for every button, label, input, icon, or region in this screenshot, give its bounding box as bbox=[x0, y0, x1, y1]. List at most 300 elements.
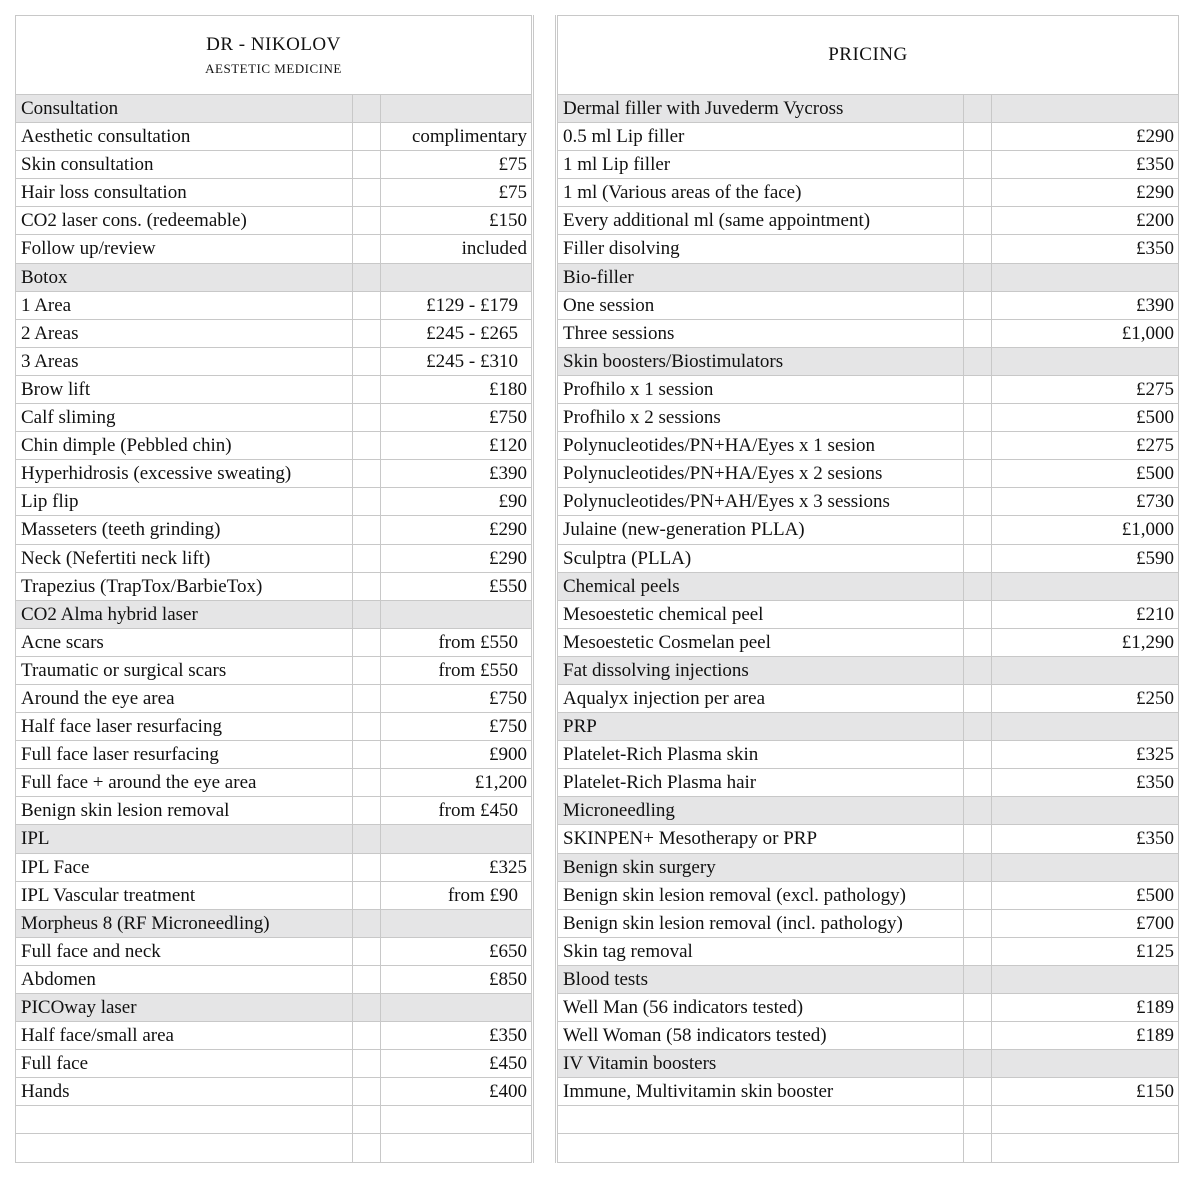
spacer-cell bbox=[963, 910, 991, 937]
price-value: from £550 bbox=[380, 657, 532, 684]
spacer-cell bbox=[352, 95, 380, 122]
price-value: £1,000 bbox=[991, 320, 1179, 347]
price-row bbox=[15, 882, 532, 910]
service-label: Acne scars bbox=[15, 629, 352, 656]
spacer-cell bbox=[352, 207, 380, 234]
left-price-table bbox=[15, 95, 532, 1163]
price-value bbox=[380, 601, 532, 628]
price-value: £750 bbox=[380, 713, 532, 740]
price-value: £150 bbox=[380, 207, 532, 234]
category-row bbox=[557, 966, 1179, 994]
service-label: Mesoestetic chemical peel bbox=[557, 601, 963, 628]
price-row bbox=[15, 320, 532, 348]
price-value: £450 bbox=[380, 1050, 532, 1077]
price-row bbox=[557, 601, 1179, 629]
service-label: Well Woman (58 indicators tested) bbox=[557, 1022, 963, 1049]
service-label: Polynucleotides/PN+HA/Eyes x 1 sesion bbox=[557, 432, 963, 459]
price-row bbox=[15, 123, 532, 151]
price-row bbox=[557, 376, 1179, 404]
category-row bbox=[15, 910, 532, 938]
category-label: Microneedling bbox=[557, 797, 963, 824]
price-value bbox=[991, 1050, 1179, 1077]
price-row bbox=[15, 741, 532, 769]
price-row bbox=[15, 629, 532, 657]
price-value bbox=[991, 264, 1179, 291]
service-label: 1 ml (Various areas of the face) bbox=[557, 179, 963, 206]
service-label: Benign skin lesion removal bbox=[15, 797, 352, 824]
price-value: £325 bbox=[991, 741, 1179, 768]
category-label: CO2 Alma hybrid laser bbox=[15, 601, 352, 628]
spacer-cell bbox=[963, 938, 991, 965]
category-label: Botox bbox=[15, 264, 352, 291]
right-panel bbox=[557, 15, 1179, 1103]
spacer-cell bbox=[963, 882, 991, 909]
service-label: Full face and neck bbox=[15, 938, 352, 965]
price-row bbox=[15, 376, 532, 404]
price-value: £75 bbox=[380, 151, 532, 178]
price-value: £189 bbox=[991, 994, 1179, 1021]
service-label: Aqualyx injection per area bbox=[557, 685, 963, 712]
spacer-cell bbox=[352, 1050, 380, 1077]
price-value: £390 bbox=[991, 292, 1179, 319]
service-label: Hyperhidrosis (excessive sweating) bbox=[15, 460, 352, 487]
price-value: from £550 bbox=[380, 629, 532, 656]
service-label: Lip flip bbox=[15, 488, 352, 515]
price-value: £750 bbox=[380, 685, 532, 712]
price-row bbox=[557, 1134, 1179, 1162]
spacer-cell bbox=[352, 882, 380, 909]
spacer-cell bbox=[352, 488, 380, 515]
service-label: Full face + around the eye area bbox=[15, 769, 352, 796]
service-label: Benign skin lesion removal (excl. pathology) bbox=[557, 882, 963, 909]
category-label: Blood tests bbox=[557, 966, 963, 993]
spacer-cell bbox=[963, 348, 991, 375]
spacer-cell bbox=[352, 769, 380, 796]
spacer-cell bbox=[963, 825, 991, 852]
column-divider bbox=[533, 15, 556, 1163]
service-label: Full face laser resurfacing bbox=[15, 741, 352, 768]
price-value: included bbox=[380, 235, 532, 262]
price-row bbox=[557, 1106, 1179, 1134]
service-label: Chin dimple (Pebbled chin) bbox=[15, 432, 352, 459]
price-value: £275 bbox=[991, 432, 1179, 459]
category-row bbox=[15, 95, 532, 123]
price-value bbox=[991, 1106, 1179, 1133]
service-label: Sculptra (PLLA) bbox=[557, 545, 963, 572]
spacer-cell bbox=[352, 545, 380, 572]
spacer-cell bbox=[352, 797, 380, 824]
price-value bbox=[380, 1106, 532, 1133]
spacer-cell bbox=[352, 1078, 380, 1105]
category-row bbox=[15, 994, 532, 1022]
price-value bbox=[991, 713, 1179, 740]
price-value: £290 bbox=[991, 179, 1179, 206]
category-label: PRP bbox=[557, 713, 963, 740]
price-value: £245 - £265 bbox=[380, 320, 532, 347]
service-label: Platelet-Rich Plasma skin bbox=[557, 741, 963, 768]
spacer-cell bbox=[963, 629, 991, 656]
spacer-cell bbox=[352, 179, 380, 206]
pricing-header bbox=[557, 15, 1179, 95]
spacer-cell bbox=[963, 1078, 991, 1105]
service-label bbox=[15, 1106, 352, 1133]
category-row bbox=[557, 264, 1179, 292]
price-value bbox=[991, 854, 1179, 881]
spacer-cell bbox=[352, 1134, 380, 1161]
spacer-cell bbox=[963, 657, 991, 684]
price-row bbox=[15, 516, 532, 544]
spacer-cell bbox=[352, 1022, 380, 1049]
service-label bbox=[15, 1134, 352, 1161]
price-value bbox=[991, 966, 1179, 993]
price-value: £350 bbox=[991, 151, 1179, 178]
price-row bbox=[15, 769, 532, 797]
spacer-cell bbox=[352, 825, 380, 852]
spacer-cell bbox=[963, 179, 991, 206]
price-value: £290 bbox=[380, 516, 532, 543]
spacer-cell bbox=[963, 713, 991, 740]
price-row bbox=[557, 1078, 1179, 1106]
price-row bbox=[15, 545, 532, 573]
price-value: £75 bbox=[380, 179, 532, 206]
price-value: £290 bbox=[991, 123, 1179, 150]
price-row bbox=[557, 516, 1179, 544]
spacer-cell bbox=[963, 685, 991, 712]
price-row bbox=[15, 292, 532, 320]
price-row bbox=[557, 629, 1179, 657]
price-value: £350 bbox=[991, 235, 1179, 262]
category-row bbox=[557, 854, 1179, 882]
service-label: Three sessions bbox=[557, 320, 963, 347]
price-row bbox=[15, 488, 532, 516]
spacer-cell bbox=[963, 1050, 991, 1077]
category-label: Morpheus 8 (RF Microneedling) bbox=[15, 910, 352, 937]
service-label: 0.5 ml Lip filler bbox=[557, 123, 963, 150]
spacer-cell bbox=[963, 235, 991, 262]
price-value: £1,200 bbox=[380, 769, 532, 796]
category-label: Dermal filler with Juvederm Vycross bbox=[557, 95, 963, 122]
price-value: £500 bbox=[991, 882, 1179, 909]
service-label: Masseters (teeth grinding) bbox=[15, 516, 352, 543]
right-price-table bbox=[557, 95, 1179, 1163]
spacer-cell bbox=[963, 769, 991, 796]
category-label: Chemical peels bbox=[557, 573, 963, 600]
price-value: £590 bbox=[991, 545, 1179, 572]
service-label: 1 Area bbox=[15, 292, 352, 319]
price-row bbox=[557, 938, 1179, 966]
service-label: Trapezius (TrapTox/BarbieTox) bbox=[15, 573, 352, 600]
service-label: CO2 laser cons. (redeemable) bbox=[15, 207, 352, 234]
service-label: Benign skin lesion removal (incl. pathology) bbox=[557, 910, 963, 937]
category-row bbox=[15, 601, 532, 629]
service-label: Skin consultation bbox=[15, 151, 352, 178]
price-row bbox=[557, 432, 1179, 460]
category-row bbox=[557, 95, 1179, 123]
service-label: Calf sliming bbox=[15, 404, 352, 431]
price-value bbox=[380, 1134, 532, 1161]
price-value: from £90 bbox=[380, 882, 532, 909]
price-value: £200 bbox=[991, 207, 1179, 234]
service-label: IPL Face bbox=[15, 854, 352, 881]
price-row bbox=[557, 179, 1179, 207]
price-row bbox=[15, 348, 532, 376]
spacer-cell bbox=[963, 1106, 991, 1133]
category-label: IV Vitamin boosters bbox=[557, 1050, 963, 1077]
price-row bbox=[15, 685, 532, 713]
price-row bbox=[15, 1106, 532, 1134]
category-label: PICOway laser bbox=[15, 994, 352, 1021]
price-row bbox=[15, 854, 532, 882]
spacer-cell bbox=[352, 264, 380, 291]
service-label: Every additional ml (same appointment) bbox=[557, 207, 963, 234]
category-row bbox=[557, 348, 1179, 376]
spacer-cell bbox=[352, 994, 380, 1021]
spacer-cell bbox=[963, 1134, 991, 1161]
price-value bbox=[380, 994, 532, 1021]
spacer-cell bbox=[963, 994, 991, 1021]
spacer-cell bbox=[352, 432, 380, 459]
spacer-cell bbox=[963, 432, 991, 459]
spacer-cell bbox=[963, 151, 991, 178]
service-label: Julaine (new-generation PLLA) bbox=[557, 516, 963, 543]
service-label: Skin tag removal bbox=[557, 938, 963, 965]
price-value: £250 bbox=[991, 685, 1179, 712]
price-row bbox=[557, 769, 1179, 797]
price-value: £900 bbox=[380, 741, 532, 768]
spacer-cell bbox=[352, 348, 380, 375]
spacer-cell bbox=[963, 488, 991, 515]
category-label: Skin boosters/Biostimulators bbox=[557, 348, 963, 375]
spacer-cell bbox=[963, 123, 991, 150]
category-label: Fat dissolving injections bbox=[557, 657, 963, 684]
price-value: £730 bbox=[991, 488, 1179, 515]
price-row bbox=[557, 460, 1179, 488]
service-label: Full face bbox=[15, 1050, 352, 1077]
price-row bbox=[15, 573, 532, 601]
price-value: £390 bbox=[380, 460, 532, 487]
price-row bbox=[557, 151, 1179, 179]
spacer-cell bbox=[352, 460, 380, 487]
service-label: 3 Areas bbox=[15, 348, 352, 375]
price-row bbox=[557, 1022, 1179, 1050]
price-row bbox=[557, 404, 1179, 432]
price-row bbox=[15, 151, 532, 179]
service-label: Aesthetic consultation bbox=[15, 123, 352, 150]
clinic-subtitle: AESTETIC MEDICINE bbox=[205, 60, 342, 76]
spacer-cell bbox=[352, 657, 380, 684]
category-row bbox=[557, 657, 1179, 685]
price-row bbox=[15, 1022, 532, 1050]
price-value: £850 bbox=[380, 966, 532, 993]
category-row bbox=[15, 264, 532, 292]
price-value: £750 bbox=[380, 404, 532, 431]
price-value: £500 bbox=[991, 404, 1179, 431]
service-label bbox=[557, 1106, 963, 1133]
spacer-cell bbox=[352, 151, 380, 178]
spacer-cell bbox=[963, 376, 991, 403]
price-value: £700 bbox=[991, 910, 1179, 937]
spacer-cell bbox=[352, 1106, 380, 1133]
price-row bbox=[557, 825, 1179, 853]
price-value: £1,290 bbox=[991, 629, 1179, 656]
spacer-cell bbox=[352, 292, 380, 319]
spacer-cell bbox=[352, 629, 380, 656]
clinic-name: DR - NIKOLOV bbox=[206, 33, 341, 55]
category-row bbox=[557, 797, 1179, 825]
service-label: Platelet-Rich Plasma hair bbox=[557, 769, 963, 796]
service-label: One session bbox=[557, 292, 963, 319]
category-label: Bio-filler bbox=[557, 264, 963, 291]
price-row bbox=[15, 460, 532, 488]
price-row bbox=[15, 797, 532, 825]
spacer-cell bbox=[963, 207, 991, 234]
service-label: Hair loss consultation bbox=[15, 179, 352, 206]
price-value bbox=[991, 1134, 1179, 1161]
price-row bbox=[557, 123, 1179, 151]
price-row bbox=[15, 657, 532, 685]
spacer-cell bbox=[352, 938, 380, 965]
service-label: Mesoestetic Cosmelan peel bbox=[557, 629, 963, 656]
category-label: IPL bbox=[15, 825, 352, 852]
category-label: Benign skin surgery bbox=[557, 854, 963, 881]
left-panel bbox=[15, 15, 532, 1103]
price-value bbox=[380, 825, 532, 852]
price-value: £210 bbox=[991, 601, 1179, 628]
spacer-cell bbox=[352, 685, 380, 712]
spacer-cell bbox=[352, 404, 380, 431]
category-row bbox=[15, 825, 532, 853]
pricing-title: PRICING bbox=[828, 44, 908, 65]
price-value: £500 bbox=[991, 460, 1179, 487]
price-row bbox=[15, 1134, 532, 1162]
service-label: Around the eye area bbox=[15, 685, 352, 712]
service-label: Half face/small area bbox=[15, 1022, 352, 1049]
price-row bbox=[15, 404, 532, 432]
spacer-cell bbox=[352, 123, 380, 150]
spacer-cell bbox=[963, 404, 991, 431]
price-value: £275 bbox=[991, 376, 1179, 403]
spacer-cell bbox=[963, 320, 991, 347]
price-row bbox=[15, 432, 532, 460]
service-label: 1 ml Lip filler bbox=[557, 151, 963, 178]
price-row bbox=[557, 882, 1179, 910]
spacer-cell bbox=[963, 741, 991, 768]
price-value: £1,000 bbox=[991, 516, 1179, 543]
price-value: £189 bbox=[991, 1022, 1179, 1049]
price-value bbox=[380, 910, 532, 937]
spacer-cell bbox=[352, 235, 380, 262]
price-value bbox=[991, 573, 1179, 600]
price-row bbox=[557, 685, 1179, 713]
price-row bbox=[557, 741, 1179, 769]
spacer-cell bbox=[963, 460, 991, 487]
service-label: Profhilo x 1 session bbox=[557, 376, 963, 403]
spacer-cell bbox=[352, 601, 380, 628]
spacer-cell bbox=[963, 601, 991, 628]
spacer-cell bbox=[963, 854, 991, 881]
spacer-cell bbox=[352, 910, 380, 937]
service-label: Half face laser resurfacing bbox=[15, 713, 352, 740]
price-value: £245 - £310 bbox=[380, 348, 532, 375]
price-value: £350 bbox=[991, 825, 1179, 852]
spacer-cell bbox=[352, 320, 380, 347]
service-label: IPL Vascular treatment bbox=[15, 882, 352, 909]
price-row bbox=[15, 1050, 532, 1078]
price-value: £90 bbox=[380, 488, 532, 515]
service-label: SKINPEN+ Mesotherapy or PRP bbox=[557, 825, 963, 852]
service-label: Profhilo x 2 sessions bbox=[557, 404, 963, 431]
price-value: £180 bbox=[380, 376, 532, 403]
price-row bbox=[557, 320, 1179, 348]
price-row bbox=[557, 994, 1179, 1022]
price-row bbox=[15, 235, 532, 263]
service-label: Polynucleotides/PN+AH/Eyes x 3 sessions bbox=[557, 488, 963, 515]
spacer-cell bbox=[352, 713, 380, 740]
price-value: complimentary bbox=[380, 123, 532, 150]
price-value: £290 bbox=[380, 545, 532, 572]
price-row bbox=[15, 207, 532, 235]
price-row bbox=[557, 545, 1179, 573]
service-label: Traumatic or surgical scars bbox=[15, 657, 352, 684]
service-label: Abdomen bbox=[15, 966, 352, 993]
category-row bbox=[557, 573, 1179, 601]
price-row bbox=[557, 292, 1179, 320]
spacer-cell bbox=[352, 573, 380, 600]
price-value bbox=[991, 95, 1179, 122]
price-value bbox=[991, 797, 1179, 824]
service-label: Brow lift bbox=[15, 376, 352, 403]
price-value bbox=[991, 657, 1179, 684]
price-value bbox=[380, 95, 532, 122]
price-value: £400 bbox=[380, 1078, 532, 1105]
price-value bbox=[380, 264, 532, 291]
spacer-cell bbox=[963, 292, 991, 319]
service-label bbox=[557, 1134, 963, 1161]
category-label: Consultation bbox=[15, 95, 352, 122]
price-row bbox=[15, 966, 532, 994]
spacer-cell bbox=[963, 797, 991, 824]
spacer-cell bbox=[963, 966, 991, 993]
service-label: Hands bbox=[15, 1078, 352, 1105]
spacer-cell bbox=[963, 95, 991, 122]
service-label: Neck (Nefertiti neck lift) bbox=[15, 545, 352, 572]
price-row bbox=[15, 713, 532, 741]
price-value: £650 bbox=[380, 938, 532, 965]
price-value: £129 - £179 bbox=[380, 292, 532, 319]
service-label: Well Man (56 indicators tested) bbox=[557, 994, 963, 1021]
price-value: £325 bbox=[380, 854, 532, 881]
price-row bbox=[15, 1078, 532, 1106]
price-row bbox=[557, 207, 1179, 235]
price-value: £150 bbox=[991, 1078, 1179, 1105]
service-label: Polynucleotides/PN+HA/Eyes x 2 sesions bbox=[557, 460, 963, 487]
service-label: 2 Areas bbox=[15, 320, 352, 347]
spacer-cell bbox=[352, 854, 380, 881]
price-value: £350 bbox=[380, 1022, 532, 1049]
spacer-cell bbox=[352, 741, 380, 768]
price-value bbox=[991, 348, 1179, 375]
spacer-cell bbox=[352, 516, 380, 543]
price-row bbox=[557, 488, 1179, 516]
clinic-header bbox=[15, 15, 532, 95]
spacer-cell bbox=[963, 516, 991, 543]
price-row bbox=[15, 938, 532, 966]
price-value: £550 bbox=[380, 573, 532, 600]
spacer-cell bbox=[963, 573, 991, 600]
spacer-cell bbox=[352, 966, 380, 993]
category-row bbox=[557, 1050, 1179, 1078]
price-row bbox=[557, 235, 1179, 263]
